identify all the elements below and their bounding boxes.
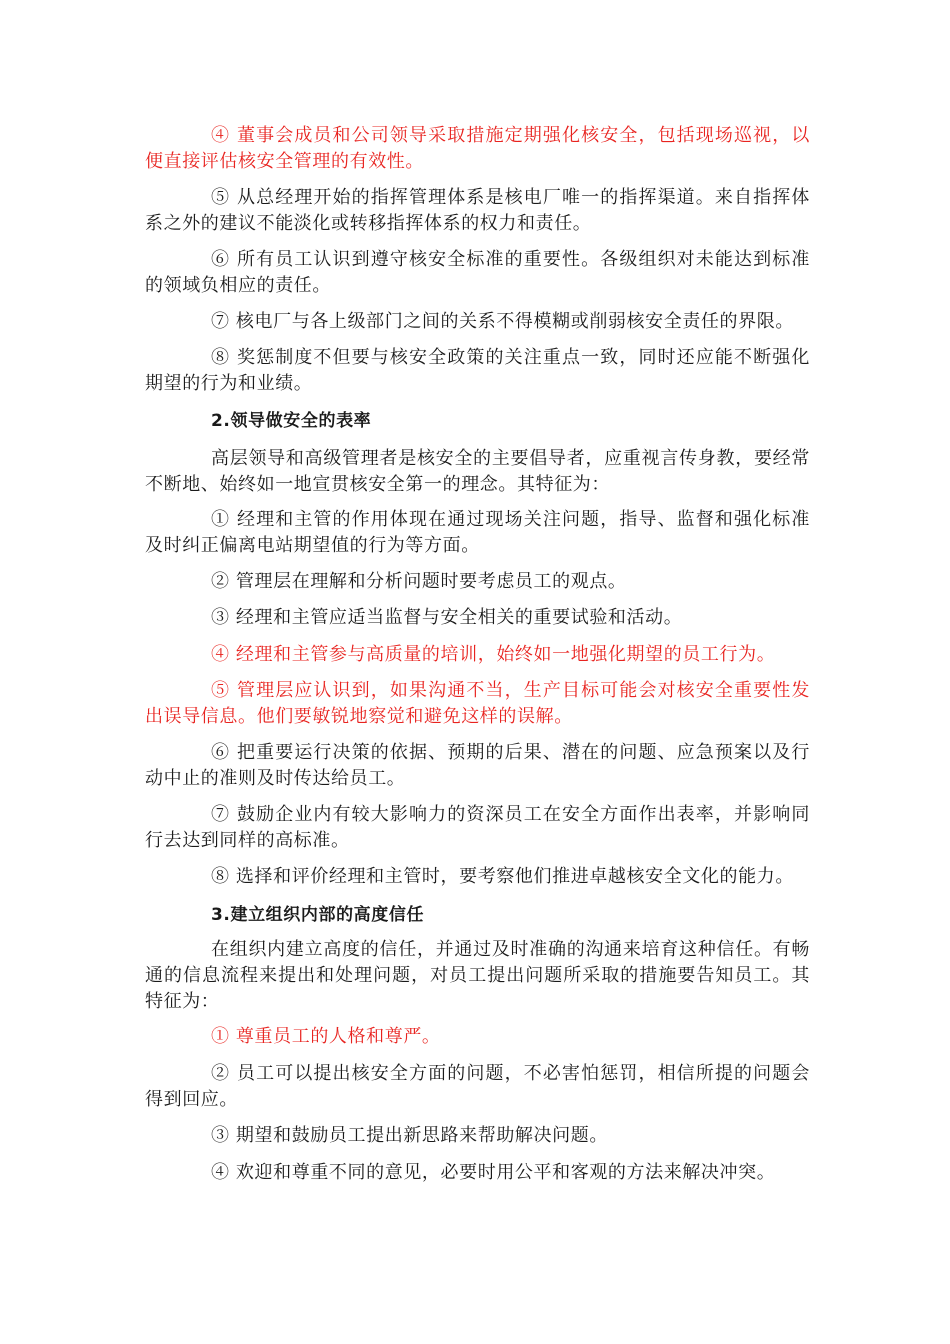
board-patrol-item: ④ 董事会成员和公司领导采取措施定期强化核安全，包括现场巡视，以便直接评估核安全管理的有效性。 [145,125,810,172]
section-2-item-3: ③ 经理和主管应适当监督与安全相关的重要试验和活动。 [211,607,683,628]
section-2-item-7: ⑦ 鼓励企业内有较大影响力的资深员工在安全方面作出表率，并影响同行去达到同样的高标准。 [145,804,810,851]
section-2-item-4: ④ 经理和主管参与高质量的培训，始终如一地强化期望的员工行为。 [211,644,776,665]
section-3-intro: 在组织内建立高度的信任，并通过及时准确的沟通来培育这种信任。有畅通的信息流程来提出和处理问题，对员工提出问题所采取的措施要告知员工。其特征为： [145,939,810,1012]
safety-standards-item: ⑥ 所有员工认识到遵守核安全标准的重要性。各级组织对未能达到标准的领域负相应的责任。 [145,249,810,296]
section-3-item-2: ② 员工可以提出核安全方面的问题，不必害怕惩罚，相信所提的问题会得到回应。 [145,1063,810,1110]
section-2-item-2: ② 管理层在理解和分析问题时要考虑员工的观点。 [211,571,627,592]
section-3-heading: 3.建立组织内部的高度信任 [211,905,425,925]
section-3-item-3: ③ 期望和鼓励员工提出新思路来帮助解决问题。 [211,1125,608,1146]
section-2-heading: 2.领导做安全的表率 [211,411,372,431]
section-2-item-6: ⑥ 把重要运行决策的依据、预期的后果、潜在的问题、应急预案以及行动中止的准则及时传达给员工。 [145,742,810,789]
section-3-item-4: ④ 欢迎和尊重不同的意见，必要时用公平和客观的方法来解决冲突。 [211,1162,776,1183]
section-2-item-8: ⑧ 选择和评价经理和主管时，要考察他们推进卓越核安全文化的能力。 [211,866,794,887]
section-2-item-5: ⑤ 管理层应认识到，如果沟通不当，生产目标可能会对核安全重要性发出误导信息。他们要敏锐地察觉和避免这样的误解。 [145,680,810,727]
department-relations-item: ⑦ 核电厂与各上级部门之间的关系不得模糊或削弱核安全责任的界限。 [211,311,794,332]
section-2-item-1: ① 经理和主管的作用体现在通过现场关注问题，指导、监督和强化标准及时纠正偏离电站期望值的行为等方面。 [145,509,810,556]
command-system-item: ⑤ 从总经理开始的指挥管理体系是核电厂唯一的指挥渠道。来自指挥体系之外的建议不能淡化或转移指挥体系的权力和责任。 [145,187,810,234]
rewards-item: ⑧ 奖惩制度不但要与核安全政策的关注重点一致，同时还应能不断强化期望的行为和业绩。 [145,347,810,394]
section-3-item-1: ① 尊重员工的人格和尊严。 [211,1026,441,1047]
section-2-intro: 高层领导和高级管理者是核安全的主要倡导者，应重视言传身教，要经常不断地、始终如一地宣贯核安全第一的理念。其特征为： [145,448,810,495]
